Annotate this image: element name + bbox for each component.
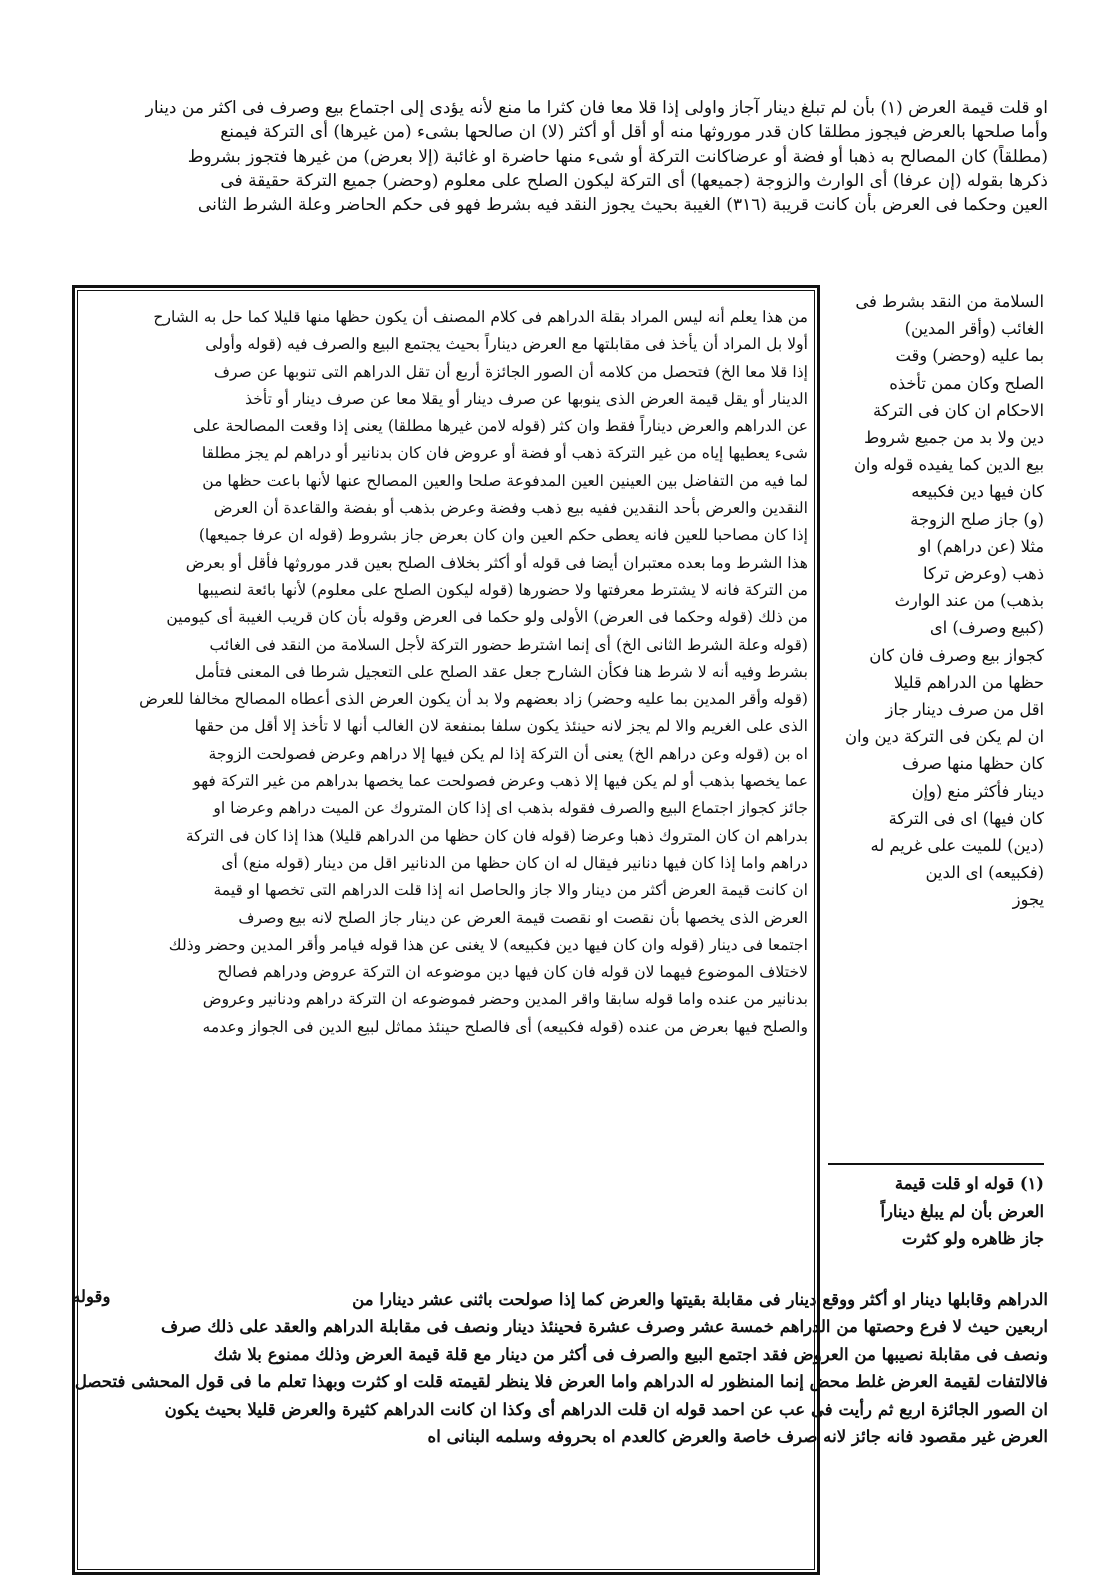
margin-line: كان حظها منها صرف: [902, 754, 1044, 774]
margin-line: السلامة من النقد بشرط فى: [855, 292, 1044, 311]
main-text-bottom: [72, 1286, 1048, 1450]
commentary-line: من التركة فانه لا يشترط معرفتها ولا حضورها (قوله ليكون الصلح على معلوم) لأنها بائعة لنصيبها: [197, 580, 808, 599]
commentary-line: إذا كان مصاحبا للعين فانه يعطى حكم العين وان كان بعرض جاز بشروط (قوله ان عرفا جميعها): [198, 526, 808, 545]
footnote-line: (١) قوله او قلت قيمة: [894, 1174, 1044, 1193]
commentary-line: بدراهم ان كان المتروك ذهبا وعرضا (قوله فان كان حظها من الدراهم قليلا) هذا إذا كان فى التركة: [185, 826, 808, 845]
margin-line: كان فيها) اى فى التركة: [888, 808, 1044, 828]
commentary-line: من هذا يعلم أنه ليس المراد بقلة الدراهم فى كلام المصنف أن يكون حظها منها قليلا كما حل به الشارح: [153, 308, 808, 326]
text-line: اربعين حيث لا فرع وحصتها من الدراهم خمسة عشر وصرف عشرة فحينئذ دينار ونصف فى مقابلة الدراهم والعقد على ذلك صرف: [160, 1316, 1048, 1337]
text-line: (مطلقاً) كان المصالح به ذهبا أو فضة أو عرضاكانت التركة أو شىء منها حاضرة او غائبة (إلا بعرض) من غيرها فتجوز بشروط: [187, 146, 1048, 167]
commentary-line: لاختلاف الموضوع فيهما لان قوله فان كان فيها دين موضوعه ان التركة عروض ودراهم فصالح: [217, 963, 808, 982]
margin-line: ذهب (وعرض تركا: [923, 564, 1044, 584]
margin-line: دينار فأكثر منع (وإن: [911, 781, 1044, 801]
margin-line: دين ولا بد من جميع شروط: [864, 428, 1044, 448]
text-line: ذكرها بقوله (إن عرفا) أى الوارث والزوجة (جميعها) أى التركة ليكون الصلح على معلوم (وحضر) جميع التركة حقيقة فى: [220, 170, 1048, 191]
margin-line: الغائب (وأقر المدين): [904, 319, 1044, 339]
margin-line: بيع الدين كما يفيده قوله وان: [853, 455, 1044, 475]
commentary-line: (قوله وعلة الشرط الثانى الخ) أى إنما اشترط حضور التركة لأجل السلامة من النقد فى الغائب: [209, 635, 808, 654]
margin-line: (كبيع وصرف) اى: [929, 618, 1044, 638]
text-line: فالالتفات لقيمة العرض غلط محض إنما المنظور له الدراهم واما العرض فلا ينظر لقيمته قلت او كثرت وبهذا تعلم ما فى قول المحشى فتحصل: [74, 1371, 1048, 1392]
commentary-line: إذا قلا معا الخ) فتحصل من كلامه أن الصور الجائزة أربع أن تقل الدراهم التى تنوبها عن صرف: [213, 362, 808, 381]
margin-line: الصلح وكان ممن تأخذه: [889, 373, 1044, 393]
commentary-line: ان كانت قيمة العرض أكثر من دينار والا جاز والحاصل انه إذا قلت الدراهم التى تخصها او قيمة: [213, 881, 808, 900]
commentary-line: هذا الشرط وما بعده معتبران أيضا فى قوله أو أكثر بخلاف الصلح بعين قدر موروثها فأقل أو بعرض: [185, 553, 808, 572]
commentary-line: جائز كجواز اجتماع البيع والصرف فقوله بذهب اى إذا كان المتروك عن الميت دراهم وعرضا او: [213, 799, 808, 818]
text-line: الدراهم وقابلها دينار او أكثر ووقع دينار فى مقابلة بقيتها والعرض كما إذا صولحت باثنى عشر دينارا من: [352, 1289, 1048, 1309]
bottom-header-word: وقوله: [72, 1286, 111, 1306]
commentary-line: اه بن (قوله وعن دراهم الخ) يعنى أن التركة إذا لم يكن فيها إلا دراهم وعرض فصولحت الزوجة: [208, 744, 808, 763]
margin-line: الاحكام ان كان فى التركة: [873, 400, 1044, 420]
footnote-line: جاز ظاهره ولو كثرت: [901, 1229, 1044, 1248]
commentary-line: اجتمعا فى دينار (قوله وان كان فيها دين فكبيعه) لا يغنى عن هذا قوله فيامر وأقر المدين وحضر وذلك: [168, 935, 808, 954]
footnote: [828, 1170, 1044, 1253]
margin-line: (دين) للميت على غريم له: [870, 836, 1044, 856]
text-line: او قلت قيمة العرض (١) بأن لم تبلغ دينار آجاز واولى إذا قلا معا فان كثرا ما منع لأنه يؤدى إلى اجتماع بيع وصرف فى اكثر من دينار: [145, 98, 1048, 118]
commentary-line: العرض الذى يخصها بأن نقصت او نقصت قيمة العرض عن دينار جاز الصلح لانه بيع وصرف: [238, 908, 808, 927]
margin-line: (و) جاز صلح الزوجة: [910, 509, 1044, 529]
margin-line: ان لم يكن فى التركة دين وان: [845, 727, 1044, 747]
margin-text: [828, 288, 1044, 914]
commentary-line: عما يخصها بذهب أو لم يكن فيها إلا ذهب وعرض فصولحت عما يخصها بدراهم من غير التركة فهو: [193, 772, 808, 791]
margin-line: بما عليه (وحضر) وقت: [895, 346, 1044, 366]
commentary-line: بشرط وفيه أنه لا شرط هنا فكأن الشارح جعل عقد الصلح على التعجيل شرطا فى المعنى فتأمل: [194, 662, 808, 681]
commentary-line: الذى على الغريم والا لم يجز لانه حينئذ يكون سلفا بمنفعة لان الغالب أنها لا تأخذ إلا أقل من حقها: [194, 717, 808, 736]
commentary-line: عن الدراهم والعرض ديناراً فقط وان كثر (قوله لامن غيرها مطلقا) يعنى إذا وقعت المصالحة على: [193, 417, 808, 436]
footnote-divider: [828, 1163, 1044, 1165]
commentary-line: لما فيه من التفاضل بين العينين العين المدفوعة صلحا والعين المصالح عنها لأنها باعت حظها من: [202, 471, 808, 490]
margin-line: يجوز: [1012, 890, 1044, 910]
commentary-line: من ذلك (قوله وحكما فى العرض) الأولى ولو حكما فى العرض وقوله بأن كان قريب الغيبة أى كيومين: [166, 608, 808, 627]
commentary-line: (قوله وأقر المدين بما عليه وحضر) زاد بعضهم ولا بد أن يكون العرض الذى أعطاه المصالح مخالفا للعرض: [139, 690, 808, 709]
commentary-line: والصلح فيها بعرض من عنده (قوله فكبيعه) أى فالصلح حينئذ مماثل لبيع الدين فى الجواز وعدمه: [202, 1017, 808, 1036]
margin-line: كجواز بيع وصرف فان كان: [869, 645, 1044, 665]
margin-line: مثلا (عن دراهم) او: [918, 536, 1044, 556]
commentary-line: النقدين والعرض بأحد النقدين ففيه بيع ذهب وفضة وعرض بذهب أو بفضة والقاعدة أن العرض: [213, 499, 808, 518]
commentary-line: الدينار أو يقل قيمة العرض الذى ينوبها عن صرف دينار أو يقلا معا عن صرف دينار أو تأخذ: [245, 389, 808, 408]
margin-line: كان فيها دين فكبيعه: [911, 482, 1044, 502]
footnote-line: العرض بأن لم يبلغ ديناراً: [880, 1201, 1044, 1221]
main-text-top: [72, 96, 1048, 217]
commentary-text: [86, 304, 808, 1041]
text-line: العرض غير مقصود فانه جائز لانه صرف خاصة والعرض كالعدم اه بحروفه وسلمه البنانى اه: [427, 1426, 1048, 1447]
text-line: وأما صلحها بالعرض فيجوز مطلقا كان قدر موروثها منه أو أقل أو أكثر (لا) ان صالحها بشىء (من غيرها) أى التركة فيمنع: [220, 122, 1048, 143]
margin-line: (فكبيعه) اى الدين: [925, 863, 1044, 883]
margin-line: اقل من صرف دينار جاز: [885, 700, 1044, 720]
commentary-line: أولا بل المراد أن يأخذ فى مقابلتها مع العرض ديناراً بحيث يجتمع البيع والصرف فيه (قوله وأولى: [205, 335, 808, 354]
margin-line: حظها من الدراهم قليلا: [893, 672, 1044, 692]
commentary-line: شىء يعطيها إياه من غير التركة ذهب أو فضة أو عروض فان كان بدنانير أو دراهم لم يجز مطلقا: [201, 444, 808, 463]
commentary-line: بدنانير من عنده واما قوله سابقا واقر المدين وحضر فموضوعه ان التركة دراهم ودنانير وعروض: [202, 990, 808, 1009]
text-line: العين وحكما فى العرض بأن كانت قريبة (٣١٦) الغيبة بحيث يجوز النقد فيه بشرط فهو فى حكم الحاضر وعلة الشرط الثانى: [197, 195, 1048, 216]
commentary-line: دراهم واما إذا كان فيها دنانير فيقال له ان كان حظها من الدنانير اقل من دينار (قوله منع) أى: [221, 853, 808, 872]
margin-line: بذهب) من عند الوارث: [894, 591, 1044, 611]
text-line: ان الصور الجائزة اربع ثم رأيت فى عب عن احمد قوله ان قلت الدراهم أى وكذا ان كانت الدراهم كثيرة والعرض قليلا بحيث يكون: [164, 1398, 1048, 1419]
text-line: ونصف فى مقابلة نصيبها من العروض فقد اجتمع البيع والصرف فى أكثر من دينار مع قلة قيمة العرض وذلك ممنوع بلا شك: [213, 1343, 1048, 1364]
